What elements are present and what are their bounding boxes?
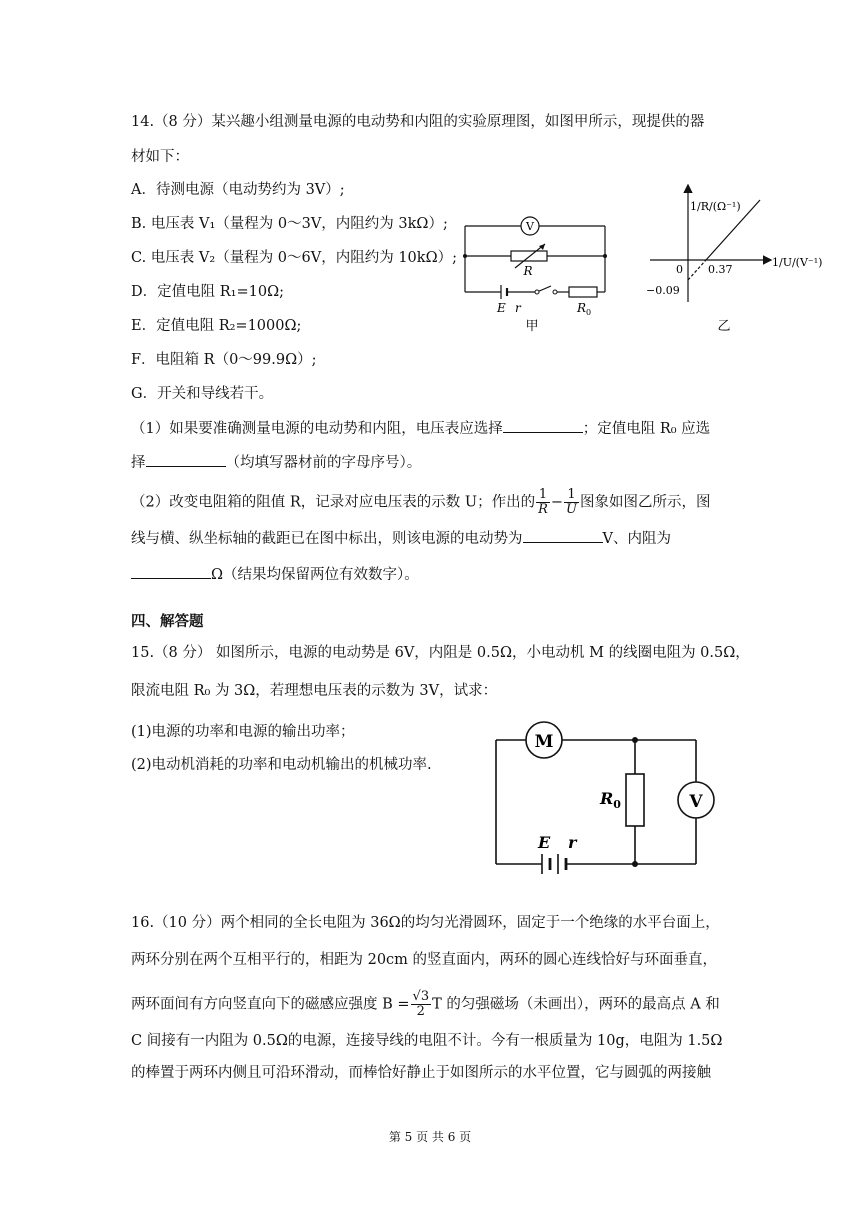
- minus-sign: −: [550, 494, 564, 511]
- fraction-sqrt3-over-2: $\frac{√3}{2}$: [412, 989, 430, 1019]
- q14-part1-line1: [131, 418, 710, 439]
- answer-blank[interactable]: [503, 418, 583, 433]
- q15-line4: (2)电动机消耗的功率和电动机输出的机械功率.: [131, 757, 432, 773]
- fraction-1-over-R: $\frac{1}{R}$: [538, 487, 548, 517]
- q14-p2e: Ω（结果均保留两位有效数字）。: [211, 567, 419, 583]
- q14-line2: 材如下：: [131, 149, 189, 165]
- resistor-box-label: R: [523, 264, 533, 278]
- q15-line1: 15.（8 分） 如图所示，电源的电动势是 6V，内阻是 0.5Ω，小电动机 M 的线圈电阻为 0.5Ω，: [131, 645, 750, 661]
- q16-line4: C 间接有一内阻为 0.5Ω的电源，连接导线的电阻不计。今有一根质量为 10g，电阻为 1.5Ω: [131, 1033, 723, 1049]
- answer-blank[interactable]: [523, 528, 603, 543]
- q14-item-e: E．定值电阻 R₂=1000Ω;: [131, 318, 302, 334]
- figure-caption-yi: 乙: [717, 319, 731, 334]
- emf-label: E: [497, 301, 506, 315]
- q15-line3: (1)电源的功率和电源的输出功率；: [131, 724, 355, 740]
- graph-yi: [640, 180, 825, 336]
- motor-label: M: [534, 732, 554, 752]
- section-title: 四、解答题: [131, 614, 204, 630]
- x-axis-label: 1/U/(V⁻¹): [772, 256, 823, 269]
- q14-part2-line2: [131, 528, 671, 549]
- r0-label: $R_0$: [600, 789, 621, 811]
- q14-p1a: （1）如果要准确测量电源的电动势和内阻，电压表应选择: [131, 421, 503, 437]
- answer-blank[interactable]: [146, 452, 226, 467]
- q14-part2-line3: [131, 564, 419, 585]
- internal-r-label: r: [568, 833, 577, 852]
- q15-line2: 限流电阻 R₀ 为 3Ω，若理想电压表的示数为 3V，试求：: [131, 683, 498, 699]
- r0-label: $R_0$: [577, 301, 592, 317]
- page-footer: 第 5 页 共 6 页: [388, 1130, 472, 1144]
- internal-r-label: r: [515, 301, 521, 315]
- q14-item-a: A．待测电源（电动势约为 3V）;: [131, 182, 345, 198]
- q14-item-f: F．电阻箱 R（0～99.9Ω）;: [131, 352, 317, 368]
- y-intercept-label: −0.09: [646, 284, 680, 297]
- q16-line1: 16.（10 分）两个相同的全长电阻为 36Ω的均匀光滑圆环，固定于一个绝缘的水平台面上，: [131, 915, 720, 931]
- origin-label: 0: [676, 263, 683, 276]
- answer-blank[interactable]: [131, 564, 211, 579]
- q14-item-b: B. 电压表 V₁（量程为 0～3V，内阻约为 3kΩ）;: [131, 216, 448, 232]
- q14-item-d: D．定值电阻 R₁=10Ω;: [131, 284, 284, 300]
- fraction-1-over-U: $\frac{1}{U}$: [566, 487, 578, 517]
- q14-p1b: ；定值电阻 R₀ 应选: [582, 421, 711, 437]
- q14-p1c: 择: [131, 455, 146, 471]
- q14-p2d: V、内阻为: [602, 531, 671, 547]
- q14-line1: 14.（8 分）某兴趣小组测量电源的电动势和内阻的实验原理图，如图甲所示，现提供的器: [131, 114, 705, 130]
- q14-p2a: （2）改变电阻箱的阻值 R，记录对应电压表的示数 U；作出的: [131, 494, 536, 511]
- circuit-diagram-jia: [455, 208, 615, 336]
- y-axis-label: 1/R/(Ω⁻¹): [690, 200, 741, 213]
- emf-label: E: [538, 833, 551, 852]
- q16-line2: 两环分别在两个互相平行的，相距为 20cm 的竖直面内，两环的圆心连线恰好与环面垂直，: [131, 952, 718, 968]
- q16-line3a: 两环面间有方向竖直向下的磁感应强度 B =: [131, 996, 410, 1013]
- circuit-diagram-q15: [490, 718, 730, 876]
- q16-line3b: T 的匀强磁场（未画出），两环的最高点 A 和: [432, 996, 720, 1013]
- q14-part2-line1: [131, 488, 711, 517]
- q14-p2b: 图象如图乙所示，图: [580, 494, 711, 511]
- voltmeter-label: V: [689, 792, 703, 812]
- x-intercept-label: 0.37: [708, 263, 733, 276]
- q14-p1d: （均填写器材前的字母序号）。: [225, 455, 422, 471]
- voltmeter-label: V: [526, 220, 534, 233]
- q16-line3: [131, 990, 720, 1019]
- q16-line5: 的棒置于两环内侧且可沿环滑动，而棒恰好静止于如图所示的水平位置，它与圆弧的两接触: [131, 1065, 711, 1081]
- figure-caption-jia: 甲: [525, 319, 539, 334]
- q14-item-c: C. 电压表 V₂（量程为 0～6V，内阻约为 10kΩ）;: [131, 250, 457, 266]
- q14-p2c: 线与横、纵坐标轴的截距已在图中标出，则该电源的电动势为: [131, 531, 523, 547]
- q14-part1-line2: [131, 452, 421, 473]
- q14-item-g: G．开关和导线若干。: [131, 386, 274, 402]
